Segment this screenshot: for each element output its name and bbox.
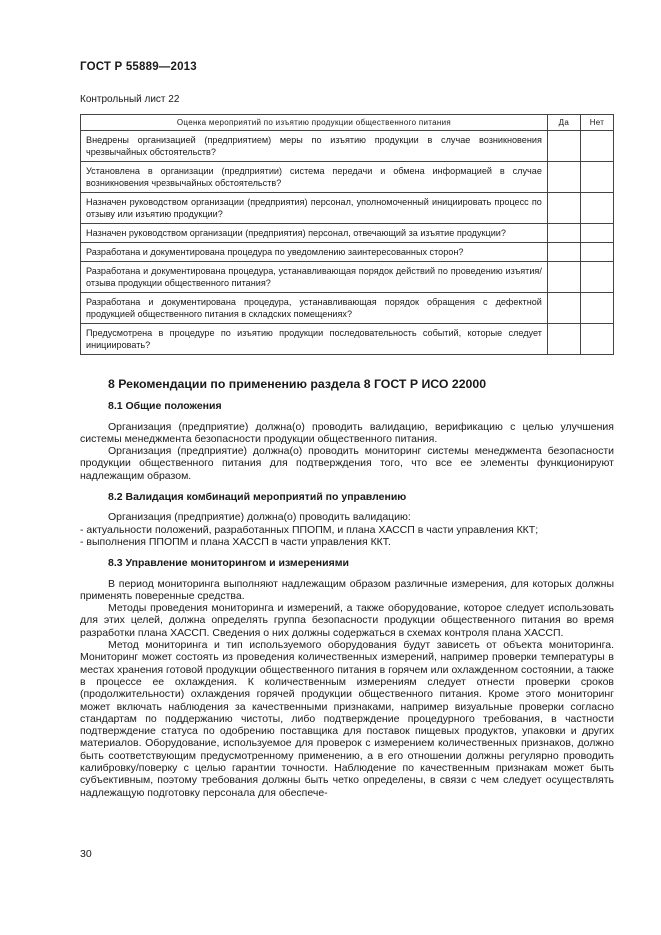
no-cell[interactable] <box>580 293 613 324</box>
no-cell[interactable] <box>580 224 613 243</box>
paragraph: Метод мониторинга и тип используемого оборудования будут зависеть от объекта мониторинга. Мониторинг может состоять из проведения количественных измерений, например проверки температуры в местах хранения готовой продукции общественного питания в горячем или охлажденном состоянии, а также в процессе ее охлаждения. К количественным измерениям следует отнести проверки сроков (продолжительности) охлаждения горячей продукции общественного питания. Кроме этого мониторинг может включать наблюдения за качественными признаками, например визуальные проверки согласно стандартам по поддержанию чистоты, либо подтверждение процедурного требования, в частности подтверждение статуса по одобрению поставщика для поставок пищевых продуктов, упаковки и других материалов. Оборудование, используемое для проверок с измерением количественных признаков, должно быть соответствующим предусмотренному применению, а в его отношении должны регулярно проводить калибровку/поверку с целью гарантии точности. Наблюдение по качественным признакам может быть субъективным, поэтому требования должны быть четко определены, в связи с чем следует осуществлять надлежащую подготовку персонала для обеспече- <box>80 639 614 799</box>
checklist-caption: Контрольный лист 22 <box>80 94 180 105</box>
section-title: 8 Рекомендации по применению раздела 8 ГОСТ Р ИСО 22000 <box>108 377 487 391</box>
question-cell: Назначен руководством организации (предприятия) персонал, уполномоченный инициировать процесс по отзыву или изъятию продукции? <box>81 193 548 224</box>
list-item: - актуальности положений, разработанных ППОПМ, и плана ХАССП в части управления ККТ; <box>80 523 539 536</box>
column-header-assessment: Оценка мероприятий по изъятию продукции общественного питания <box>81 115 548 131</box>
no-cell[interactable] <box>580 193 613 224</box>
checklist-table <box>80 114 614 355</box>
table-row <box>81 262 614 293</box>
paragraph: Организация (предприятие) должна(о) проводить мониторинг системы менеджмента безопасности продукции общественного питания для подтверждения того, что все ее элементы функционируют надлежащим образом. <box>80 445 614 482</box>
yes-cell[interactable] <box>547 162 580 193</box>
question-cell: Установлена в организации (предприятии) система передачи и обмена информацией в случае возникновения чрезвычайных обстоятельств? <box>81 162 548 193</box>
yes-cell[interactable] <box>547 224 580 243</box>
paragraph: В период мониторинга выполняют надлежащим образом различные измерения, для которых должны применять поверенные средства. <box>80 577 614 602</box>
question-cell: Назначен руководством организации (предприятия) персонал, отвечающий за изъятие продукции? <box>81 224 548 243</box>
section-8 <box>80 378 614 799</box>
subsection-title-8-2: 8.2 Валидация комбинаций мероприятий по управлению <box>108 491 407 504</box>
yes-cell[interactable] <box>547 324 580 355</box>
table-row <box>81 324 614 355</box>
table-row <box>81 131 614 162</box>
table-row <box>81 162 614 193</box>
subsection-title-8-3: 8.3 Управление мониторингом и измерениями <box>108 557 349 570</box>
no-cell[interactable] <box>580 324 613 355</box>
question-cell: Разработана и документирована процедура, устанавливающая порядок действий по проведению изъятия/отзыва продукции общественного питания? <box>81 262 548 293</box>
paragraph: Организация (предприятие) должна(о) проводить валидацию: <box>108 511 411 524</box>
question-cell: Внедрены организацией (предприятием) меры по изъятию продукции в случае возникновения чрезвычайных обстоятельств? <box>81 131 548 162</box>
no-cell[interactable] <box>580 131 613 162</box>
yes-cell[interactable] <box>547 293 580 324</box>
list-item: - выполнения ППОПМ и плана ХАССП в части управления ККТ. <box>80 535 391 548</box>
table-header-row <box>81 115 614 131</box>
no-cell[interactable] <box>580 162 613 193</box>
page-number: 30 <box>80 848 92 860</box>
table-row <box>81 224 614 243</box>
question-cell: Предусмотрена в процедуре по изъятию продукции последовательность событий, которые следует инициировать? <box>81 324 548 355</box>
yes-cell[interactable] <box>547 131 580 162</box>
question-cell: Разработана и документирована процедура, устанавливающая порядок обращения с дефектной продукцией общественного питания в складских помещениях? <box>81 293 548 324</box>
yes-cell[interactable] <box>547 262 580 293</box>
paragraph: Организация (предприятие) должна(о) проводить валидацию, верификацию с целью улучшения системы менеджмента безопасности продукции общественного питания. <box>80 420 614 445</box>
yes-cell[interactable] <box>547 243 580 262</box>
subsection-title-8-1: 8.1 Общие положения <box>108 400 222 413</box>
column-header-no: Нет <box>580 115 613 131</box>
column-header-yes: Да <box>547 115 580 131</box>
yes-cell[interactable] <box>547 193 580 224</box>
no-cell[interactable] <box>580 262 613 293</box>
table-row <box>81 193 614 224</box>
question-cell: Разработана и документирована процедура по уведомлению заинтересованных сторон? <box>81 243 548 262</box>
table-row <box>81 293 614 324</box>
no-cell[interactable] <box>580 243 613 262</box>
paragraph: Методы проведения мониторинга и измерений, а также оборудование, которое следует использовать для этих целей, должна определять группа безопасности продукции общественного питания во время разработки плана ХАССП. Сведения о них должны содержаться в схемах контроля плана ХАССП. <box>80 602 614 639</box>
standard-code: ГОСТ Р 55889—2013 <box>80 61 197 73</box>
table-row <box>81 243 614 262</box>
